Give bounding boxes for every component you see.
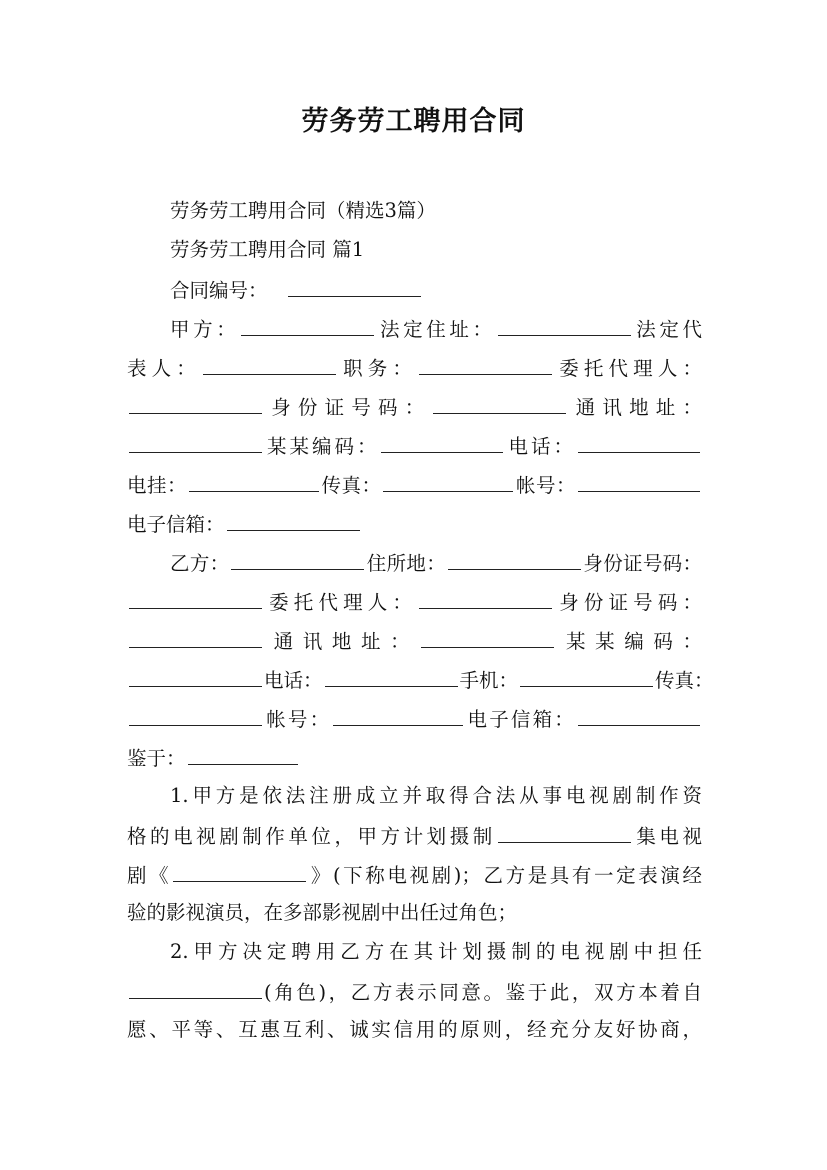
text: (角色)，乙方表示同意。鉴于此，双方本着自 (264, 981, 702, 1004)
party-b-line-3 (127, 625, 702, 657)
whereas-blank[interactable] (188, 742, 298, 765)
mobile-blank[interactable] (520, 664, 653, 687)
party-b-name-blank[interactable] (231, 547, 364, 570)
agent-blank[interactable] (419, 586, 552, 609)
position-blank[interactable] (419, 352, 552, 375)
section-heading (170, 235, 702, 265)
agent-id-blank[interactable] (129, 625, 262, 648)
clause-1-line-3 (127, 859, 702, 891)
party-a-address-blank[interactable] (498, 313, 631, 336)
clause-1-line-4 (127, 898, 702, 928)
text: 身份证号码： (554, 591, 702, 614)
clause-2-line-1 (170, 937, 702, 967)
text: 甲方： (170, 318, 240, 341)
drama-title-blank[interactable] (173, 859, 306, 882)
text: 传真： (655, 669, 714, 692)
postcode-blank[interactable] (381, 430, 503, 453)
party-b-line-5 (127, 703, 702, 735)
text: 1.甲方是依法注册成立并取得合法从事电视剧制作资 (170, 784, 702, 807)
text: 电话： (505, 435, 576, 458)
account-blank[interactable] (333, 703, 463, 726)
agent-blank[interactable] (129, 391, 262, 414)
text: 法定代 (632, 318, 702, 341)
text: 验的影视演员，在多部影视剧中出任过角色； (127, 901, 518, 924)
party-a-line-3 (127, 391, 702, 423)
party-b-line-1 (170, 547, 702, 579)
contract-number-blank[interactable] (288, 274, 421, 297)
document-title: 劳务劳工聘用合同 (301, 106, 526, 137)
text: 帐号： (515, 474, 576, 497)
text: 职务： (337, 357, 418, 380)
text: 某某编码： (556, 630, 702, 653)
text: 电子信箱： (465, 708, 576, 731)
text: 某某编码： (264, 435, 380, 458)
clause-1-line-2 (127, 820, 702, 852)
phone-blank[interactable] (325, 664, 458, 687)
party-b-line-4 (127, 664, 714, 696)
party-a-line-4 (127, 430, 702, 462)
text: 身份证号码： (583, 552, 702, 575)
text: 委托代理人： (264, 591, 418, 614)
text: 劳务劳工聘用合同（精选3篇） (170, 199, 436, 222)
representative-blank[interactable] (203, 352, 336, 375)
phone-blank[interactable] (578, 430, 700, 453)
party-a-line-1 (170, 313, 702, 345)
text: 手机： (459, 669, 519, 692)
text: 通讯地址： (264, 630, 420, 653)
text: 表人： (127, 357, 201, 380)
postcode-blank[interactable] (129, 664, 262, 687)
text: 合同编号： (170, 279, 268, 302)
address-blank[interactable] (129, 430, 262, 453)
contract-number-line (170, 274, 702, 306)
text: 法定住址： (376, 318, 496, 341)
party-a-line-2 (127, 352, 702, 384)
text: 劳务劳工聘用合同 篇1 (170, 238, 365, 261)
party-a-line-5 (127, 469, 702, 501)
text: 住所地： (366, 552, 447, 575)
account-blank[interactable] (578, 469, 700, 492)
address-blank[interactable] (421, 625, 554, 648)
text: 委托代理人： (554, 357, 702, 380)
residence-blank[interactable] (448, 547, 581, 570)
episodes-blank[interactable] (498, 820, 631, 843)
text: 剧《 (127, 864, 172, 887)
text: 身份证号码： (264, 396, 432, 419)
party-a-name-blank[interactable] (241, 313, 374, 336)
text: 2.甲方决定聘用乙方在其计划摄制的电视剧中担任 (170, 940, 702, 963)
text: 传真： (321, 474, 382, 497)
id-blank[interactable] (129, 586, 262, 609)
text: 乙方： (170, 552, 230, 575)
text: 电话： (264, 669, 323, 692)
text: 帐号： (264, 708, 332, 731)
text: 通讯地址： (568, 396, 702, 419)
email-blank[interactable] (227, 508, 360, 531)
text: 格的电视剧制作单位，甲方计划摄制 (127, 825, 496, 848)
text: 》(下称电视剧)；乙方是具有一定表演经 (308, 864, 702, 887)
text: 愿、平等、互惠互利、诚实信用的原则，经充分友好协商， (127, 1018, 702, 1041)
party-b-line-2 (127, 586, 702, 618)
text: 鉴于： (127, 747, 186, 770)
clause-1-line-1 (170, 781, 702, 811)
text: 电挂： (127, 474, 187, 497)
subtitle-line (170, 196, 702, 226)
text: 集电视 (632, 825, 702, 848)
party-a-line-6 (127, 508, 702, 540)
clause-2-line-2 (127, 976, 702, 1008)
telegraph-blank[interactable] (189, 469, 319, 492)
role-blank[interactable] (129, 976, 262, 999)
fax-blank[interactable] (383, 469, 513, 492)
fax-blank[interactable] (129, 703, 262, 726)
email-blank[interactable] (578, 703, 700, 726)
id-number-blank[interactable] (433, 391, 566, 414)
text: 电子信箱： (127, 513, 225, 536)
whereas-line (127, 742, 702, 774)
clause-2-line-3 (127, 1015, 702, 1045)
